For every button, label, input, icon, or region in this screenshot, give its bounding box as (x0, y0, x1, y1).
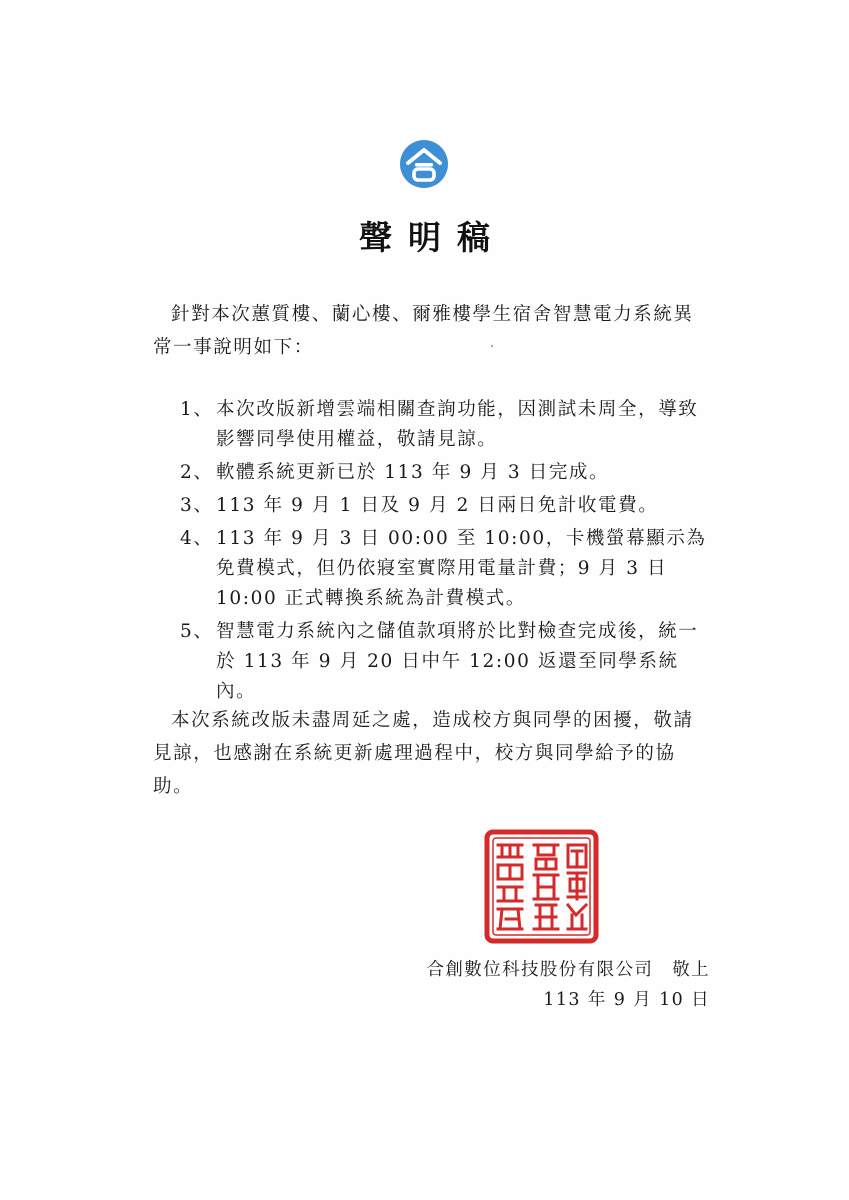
list-item (180, 524, 710, 614)
company-logo-icon (399, 139, 449, 189)
closing-paragraph (153, 704, 713, 803)
company-seal-icon (484, 829, 599, 944)
list-item (180, 617, 710, 707)
signature-company: 合創數位科技股份有限公司 敬上 (426, 960, 710, 980)
list-item (180, 395, 710, 455)
item-number: 3、 (180, 495, 214, 516)
scan-speck (491, 345, 493, 347)
list-item (180, 491, 710, 521)
intro-text: 針對本次蕙質樓、蘭心樓、爾雅樓學生宿舍智慧電力系統異常一事說明如下： (153, 304, 694, 358)
closing-text: 本次系統改版未盡周延之處，造成校方與同學的困擾，敬請見諒，也感謝在系統更新處理過程中，校方與同學給予的協助。 (153, 710, 694, 797)
item-text: 智慧電力系統內之儲值款項將於比對檢查完成後，統一於 113 年 9 月 20 日中午 12:00 返還至同學系統內。 (216, 621, 699, 702)
statement-list (180, 395, 710, 710)
item-number: 4、 (180, 528, 214, 549)
signature-date: 113 年 9 月 10 日 (543, 990, 710, 1010)
item-text: 113 年 9 月 3 日 00:00 至 10:00，卡機螢幕顯示為免費模式，但仍依寢室實際用電量計費；9 月 3 日 10:00 正式轉換系統為計費模式。 (216, 528, 707, 609)
item-number: 1、 (180, 399, 214, 420)
document-title: 聲明稿 (359, 218, 506, 257)
item-text: 軟體系統更新已於 113 年 9 月 3 日完成。 (216, 462, 610, 483)
signature-block (380, 955, 710, 1015)
list-item (180, 458, 710, 488)
item-number: 5、 (180, 621, 214, 642)
item-text: 本次改版新增雲端相關查詢功能，因測試未周全，導致影響同學使用權益，敬請見諒。 (216, 399, 699, 450)
item-number: 2、 (180, 462, 214, 483)
item-text: 113 年 9 月 1 日及 9 月 2 日兩日免計收電費。 (216, 495, 659, 516)
intro-paragraph (153, 298, 713, 364)
